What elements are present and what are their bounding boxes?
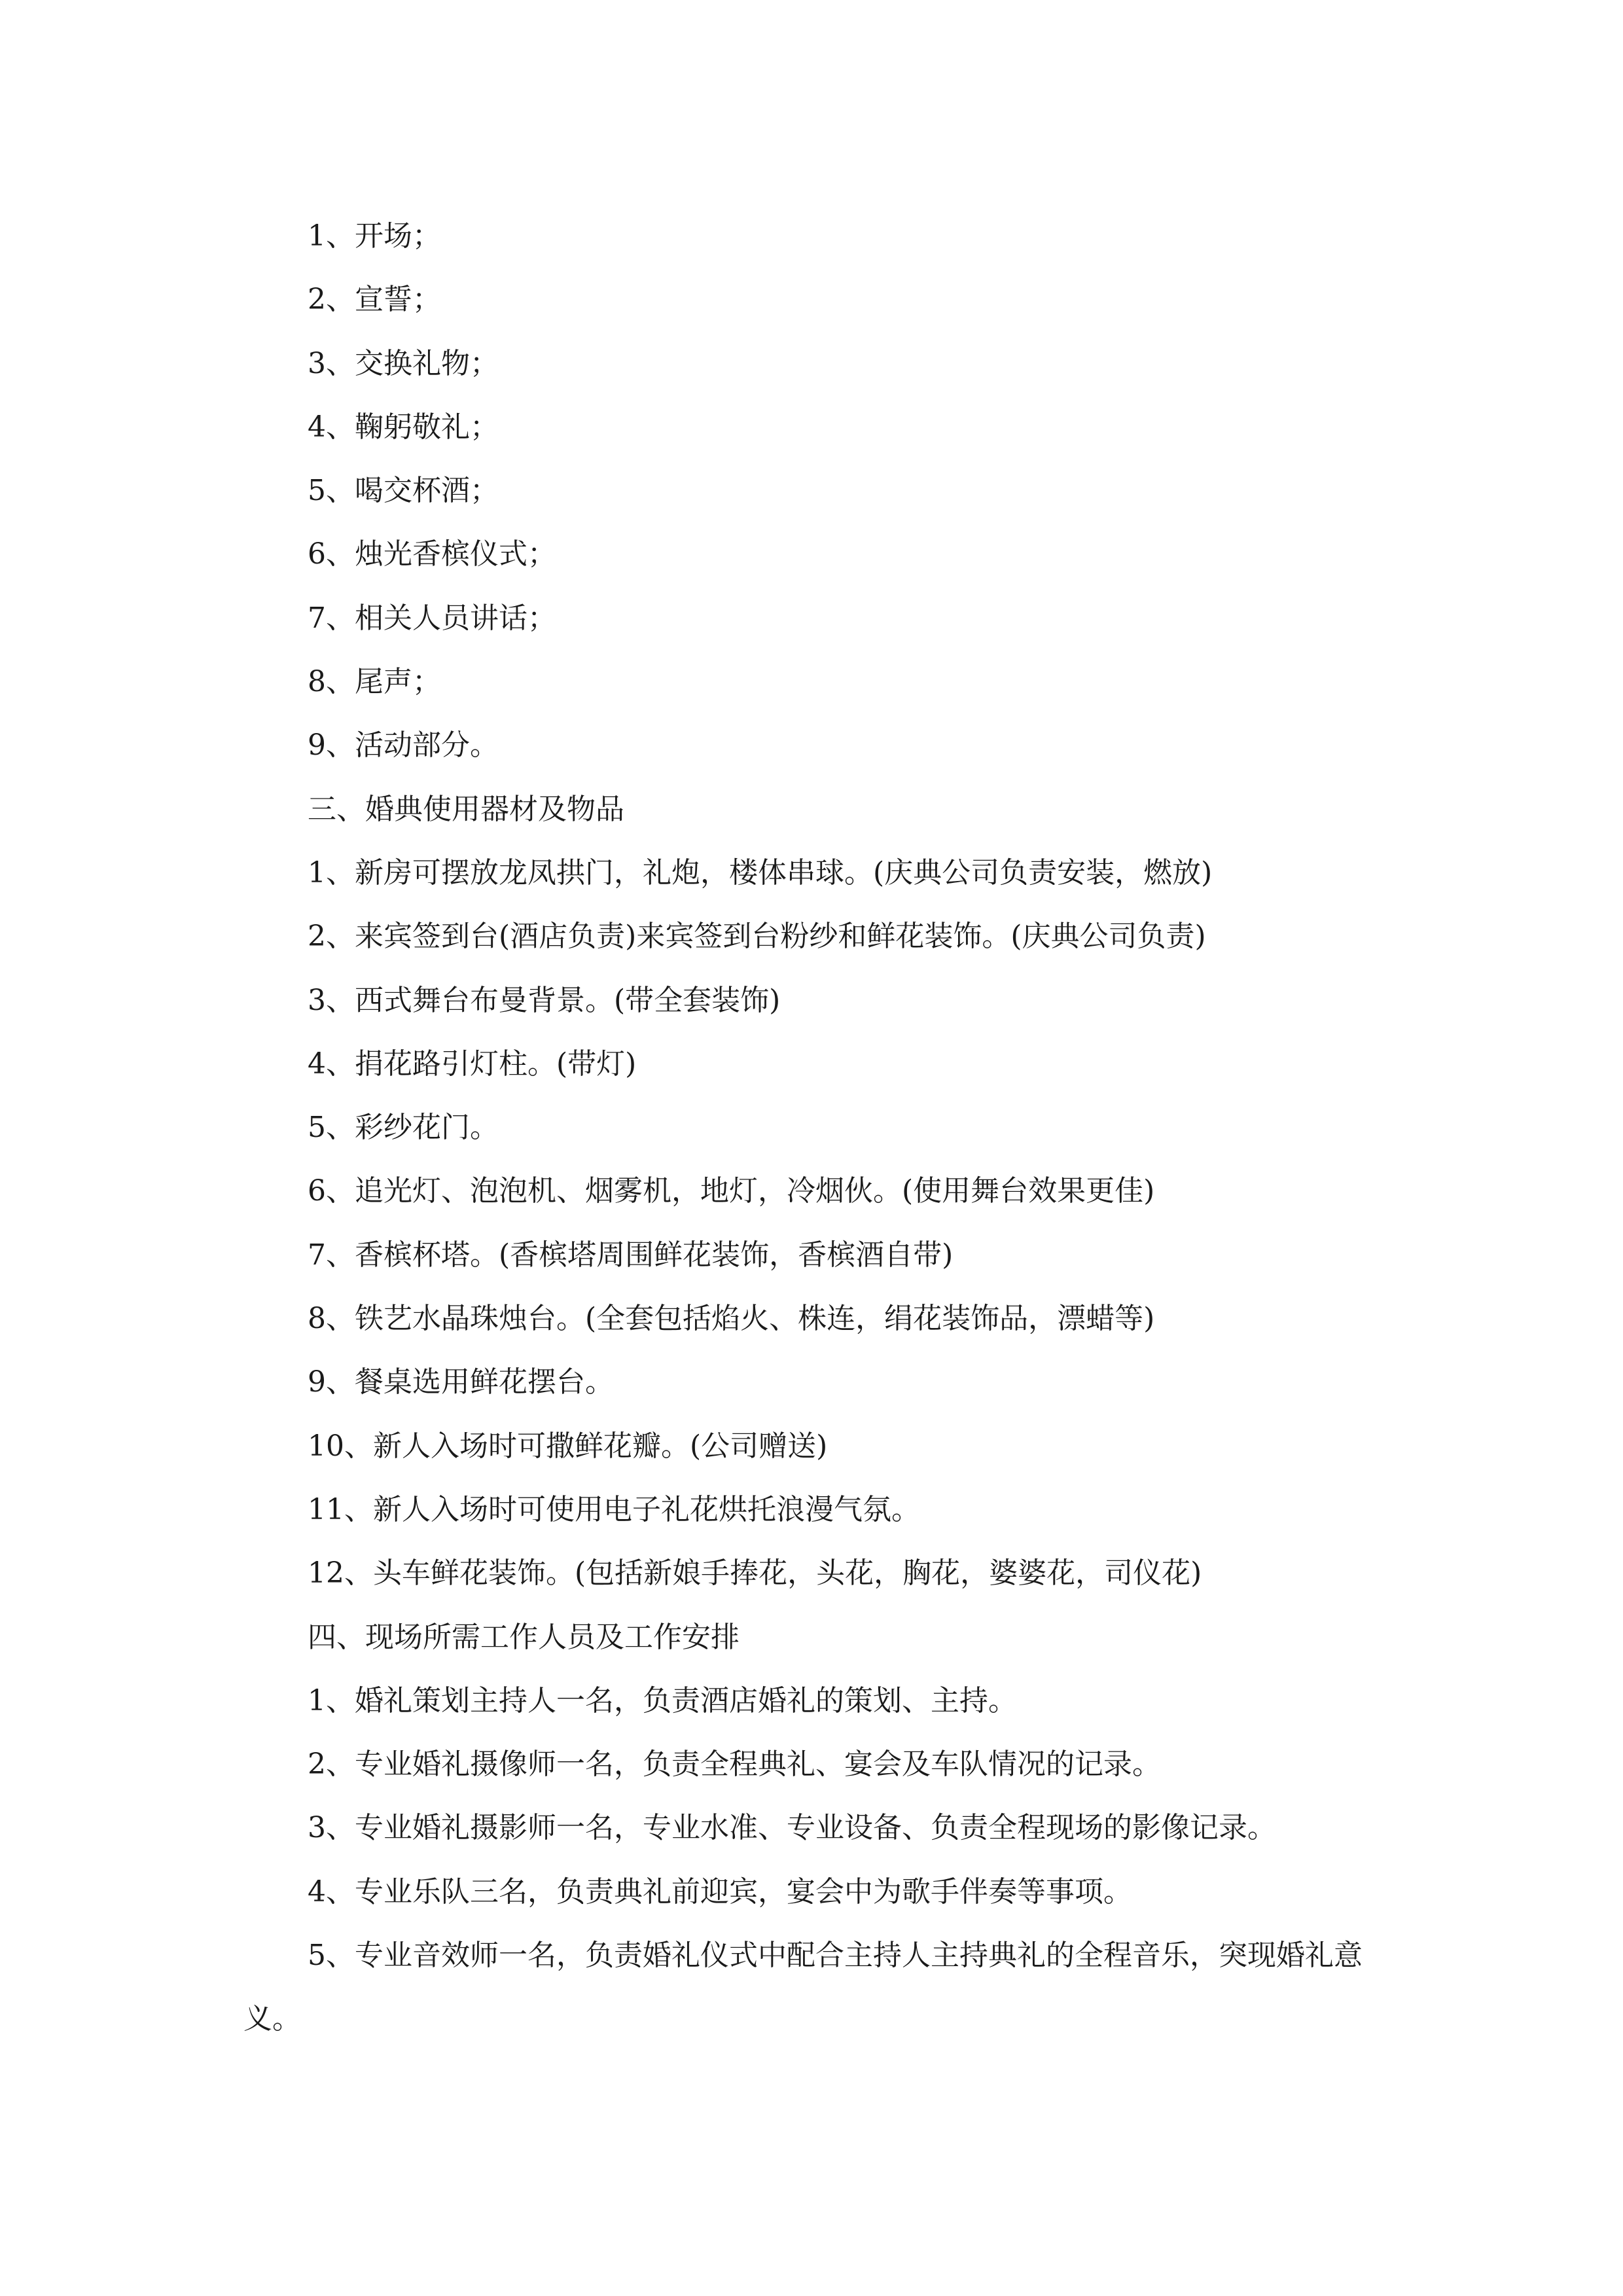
equipment-item: 9、餐桌选用鲜花摆台。	[308, 1365, 614, 1399]
equipment-item: 7、香槟杯塔。(香槟塔周围鲜花装饰，香槟酒自带)	[308, 1238, 954, 1272]
staff-item: 4、专业乐队三名，负责典礼前迎宾，宴会中为歌手伴奏等事项。	[308, 1874, 1132, 1909]
ceremony-step: 8、尾声；	[308, 665, 441, 699]
equipment-item: 2、来宾签到台(酒店负责)来宾签到台粉纱和鲜花装饰。(庆典公司负责)	[308, 920, 1206, 954]
equipment-item: 3、西式舞台布曼背景。(带全套装饰)	[308, 983, 781, 1017]
section-heading-staff: 四、现场所需工作人员及工作安排	[308, 1620, 740, 1654]
staff-item: 3、专业婚礼摄影师一名，专业水准、专业设备、负责全程现场的影像记录。	[308, 1811, 1276, 1845]
ceremony-step: 2、宣誓；	[308, 283, 441, 317]
ceremony-step: 6、烛光香槟仪式；	[308, 537, 556, 571]
equipment-item: 5、彩纱花门。	[308, 1111, 499, 1145]
staff-item: 2、专业婚礼摄像师一名，负责全程典礼、宴会及车队情况的记录。	[308, 1748, 1161, 1782]
staff-item: 1、婚礼策划主持人一名，负责酒店婚礼的策划、主持。	[308, 1683, 1017, 1717]
equipment-item: 10、新人入场时可撒鲜花瓣。(公司赠送)	[308, 1429, 828, 1463]
equipment-item: 6、追光灯、泡泡机、烟雾机，地灯，冷烟伙。(使用舞台效果更佳)	[308, 1174, 1155, 1208]
ceremony-step: 7、相关人员讲话；	[308, 601, 556, 635]
equipment-item: 8、铁艺水晶珠烛台。(全套包括焰火、株连，绢花装饰品，漂蜡等)	[308, 1302, 1155, 1336]
equipment-item: 12、头车鲜花装饰。(包括新娘手捧花，头花，胸花，婆婆花，司仪花)	[308, 1556, 1202, 1590]
section-heading-equipment: 三、婚典使用器材及物品	[308, 792, 624, 826]
ceremony-step: 3、交换礼物；	[308, 346, 499, 380]
ceremony-step: 4、鞠躬敬礼；	[308, 410, 499, 444]
ceremony-step: 9、活动部分。	[308, 728, 499, 762]
staff-item: 5、专业音效师一名，负责婚礼仪式中配合主持人主持典礼的全程音乐，突现婚礼意义。	[243, 1939, 1363, 2036]
equipment-item: 1、新房可摆放龙凤拱门，礼炮，楼体串球。(庆典公司负责安装，燃放)	[308, 855, 1213, 889]
document-body	[243, 204, 1395, 2051]
equipment-item: 11、新人入场时可使用电子礼花烘托浪漫气氛。	[308, 1492, 920, 1526]
ceremony-step: 5、喝交杯酒；	[308, 474, 499, 508]
equipment-item: 4、捐花路引灯柱。(带灯)	[308, 1047, 637, 1081]
ceremony-step: 1、开场；	[308, 219, 441, 253]
